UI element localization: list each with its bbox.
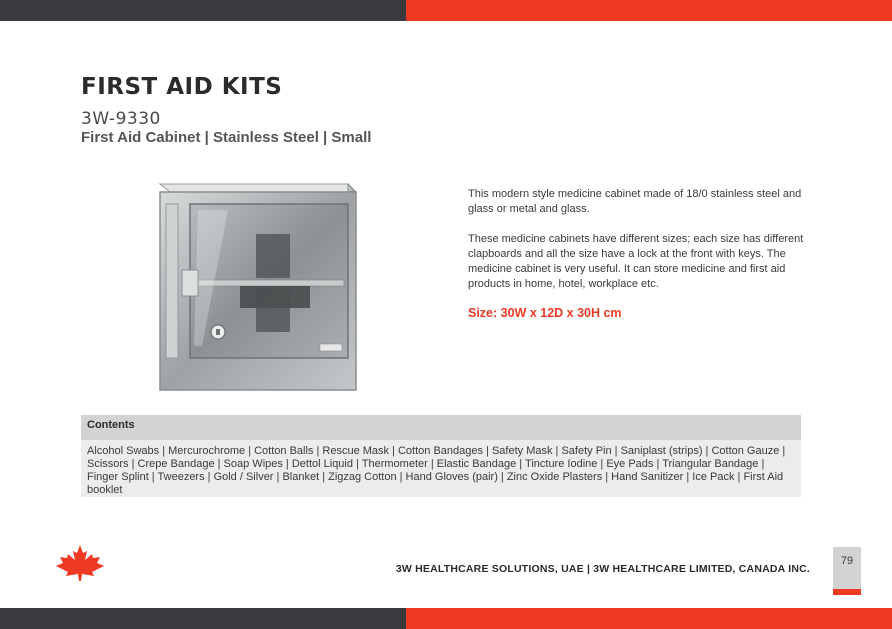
bottom-bar-dark-segment: [0, 608, 406, 629]
bottom-bar-red-segment: [406, 608, 892, 629]
description-paragraph-1: This modern style medicine cabinet made of 18/0 stainless steel and glass or metal and glass.: [468, 188, 802, 215]
top-bar-dark-segment: [0, 0, 406, 21]
page-number: 79: [840, 555, 854, 567]
product-size: Size: 30W x 12D x 30H cm: [468, 306, 622, 320]
contents-list: Alcohol Swabs | Mercurochrome | Cotton Balls | Rescue Mask | Cotton Bandages | Safety Mask | Safety Pin | Saniplast (strips) | Cotton Gauze | Scissors | Crepe Bandage | Soap Wipes | Dettol Liquid | Thermometer | Elastic Bandage | Tincture Iodine | Eye Pads | Triangular Bandage | Finger Splint | Tweezers | Gold / Silver | Blanket | Zigzag Cotton | Hand Gloves (pair) | Zinc Oxide Plasters | Hand Sanitizer | Ice Pack | First Aid booklet: [81, 440, 801, 497]
product-code: 3W-9330: [81, 109, 161, 129]
product-description: [468, 187, 808, 307]
footer-company: 3W HEALTHCARE SOLUTIONS, UAE | 3W HEALTHCARE LIMITED, CANADA INC.: [395, 563, 810, 575]
page-number-box: [833, 547, 861, 595]
top-bar-red-segment: [406, 0, 892, 21]
page-title: FIRST AID KITS: [81, 74, 283, 100]
top-color-bar: [0, 0, 892, 21]
description-paragraph-2: These medicine cabinets have different sizes; each size has different clapboards and all the size have a lock at the front with keys. The medicine cabinet is very useful. It can store medicine and first aid products in home, hotel, workplace etc.: [468, 233, 804, 290]
bottom-color-bar: [0, 608, 892, 629]
maple-leaf-icon: [54, 544, 106, 582]
contents-header: Contents: [81, 415, 801, 440]
page-number-accent: [833, 589, 861, 595]
first-aid-cabinet-image: [150, 176, 365, 396]
product-subtitle: First Aid Cabinet | Stainless Steel | Small: [81, 129, 372, 146]
